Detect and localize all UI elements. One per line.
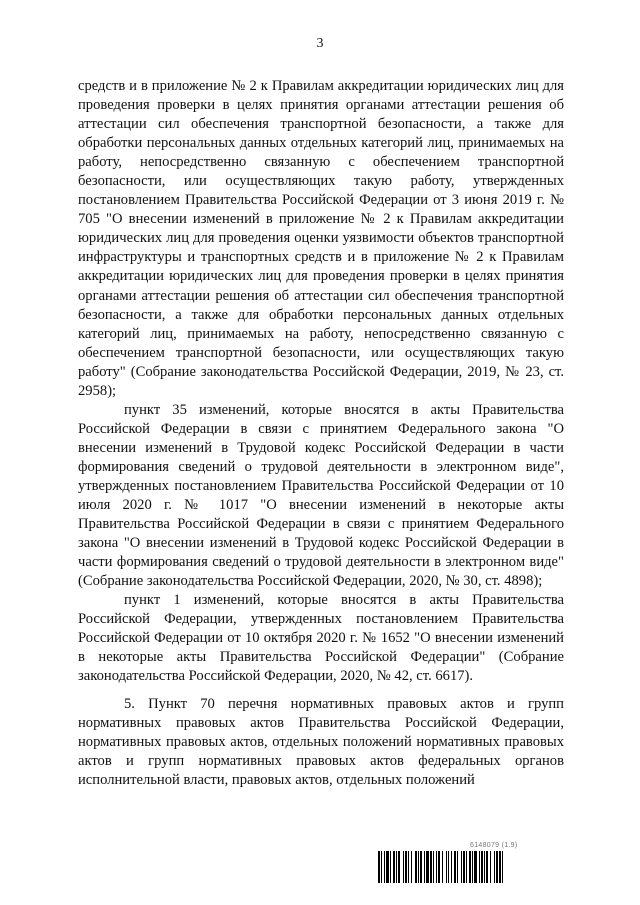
page-number: 3 <box>316 36 324 51</box>
paragraph-section-5: 5. Пункт 70 перечня нормативных правовых актов и групп нормативных правовых актов Правительства Российской Федерации, нормативных правовых актов, отдельных положений нормативных правовых актов и групп нормативных правовых актов федеральных органов исполнительной власти, правовых актов, отдельных положений <box>78 695 564 788</box>
barcode-image <box>378 851 570 883</box>
paragraph-continuation: средств и в приложение № 2 к Правилам аккредитации юридических лиц для проведения проверки в целях принятия органами аттестации решения об аттестации сил обеспечения транспортной безопасности, а также для обработки персональных данных отдельных категорий лиц, принимаемых на работу, непосредственно связанную с обеспечением транспортной безопасности, или осуществляющих такую работу, утвержденных постановлением Правительства Российской Федерации от 3 июня 2019 г. № 705 "О внесении изменений в приложение № 2 к Правилам аккредитации юридических лиц для проведения оценки уязвимости объектов транспортной инфраструктуры и транспортных средств и в приложение № 2 к Правилам аккредитации юридических лиц для проведения проверки в целях принятия органами аттестации решения об аттестации сил обеспечения транспортной безопасности, а также для обработки персональных данных отдельных категорий лиц, принимаемых на работу, непосредственно связанную с обеспечением транспортной безопасности, или осуществляющих такую работу" (Собрание законодательства Российской Федерации, 2019, № 23, ст. 2958); <box>78 78 564 399</box>
document-body <box>78 77 564 790</box>
barcode-label: 6148079 (1.9) <box>470 842 518 849</box>
paragraph-item-35: пункт 35 изменений, которые вносятся в акты Правительства Российской Федерации в связи с принятием Федерального закона "О внесении изменений в Трудовой кодекс Российской Федерации в части формирования сведений о трудовой деятельности в электронном виде", утвержденных постановлением Правительства Российской Федерации от 10 июля 2020 г. № 1017 "О внесении изменений в некоторые акты Правительства Российской Федерации в связи с принятием Федерального закона "О внесении изменений в Трудовой кодекс Российской Федерации в части формирования сведений о трудовой деятельности в электронном виде" (Собрание законодательства Российской Федерации, 2020, № 30, ст. 4898); <box>78 401 564 590</box>
paragraph-item-1: пункт 1 изменений, которые вносятся в акты Правительства Российской Федерации, утвержденных постановлением Правительства Российской Федерации от 10 октября 2020 г. № 1652 "О внесении изменений в некоторые акты Правительства Российской Федерации" (Собрание законодательства Российской Федерации, 2020, № 42, ст. 6617). <box>78 592 564 685</box>
